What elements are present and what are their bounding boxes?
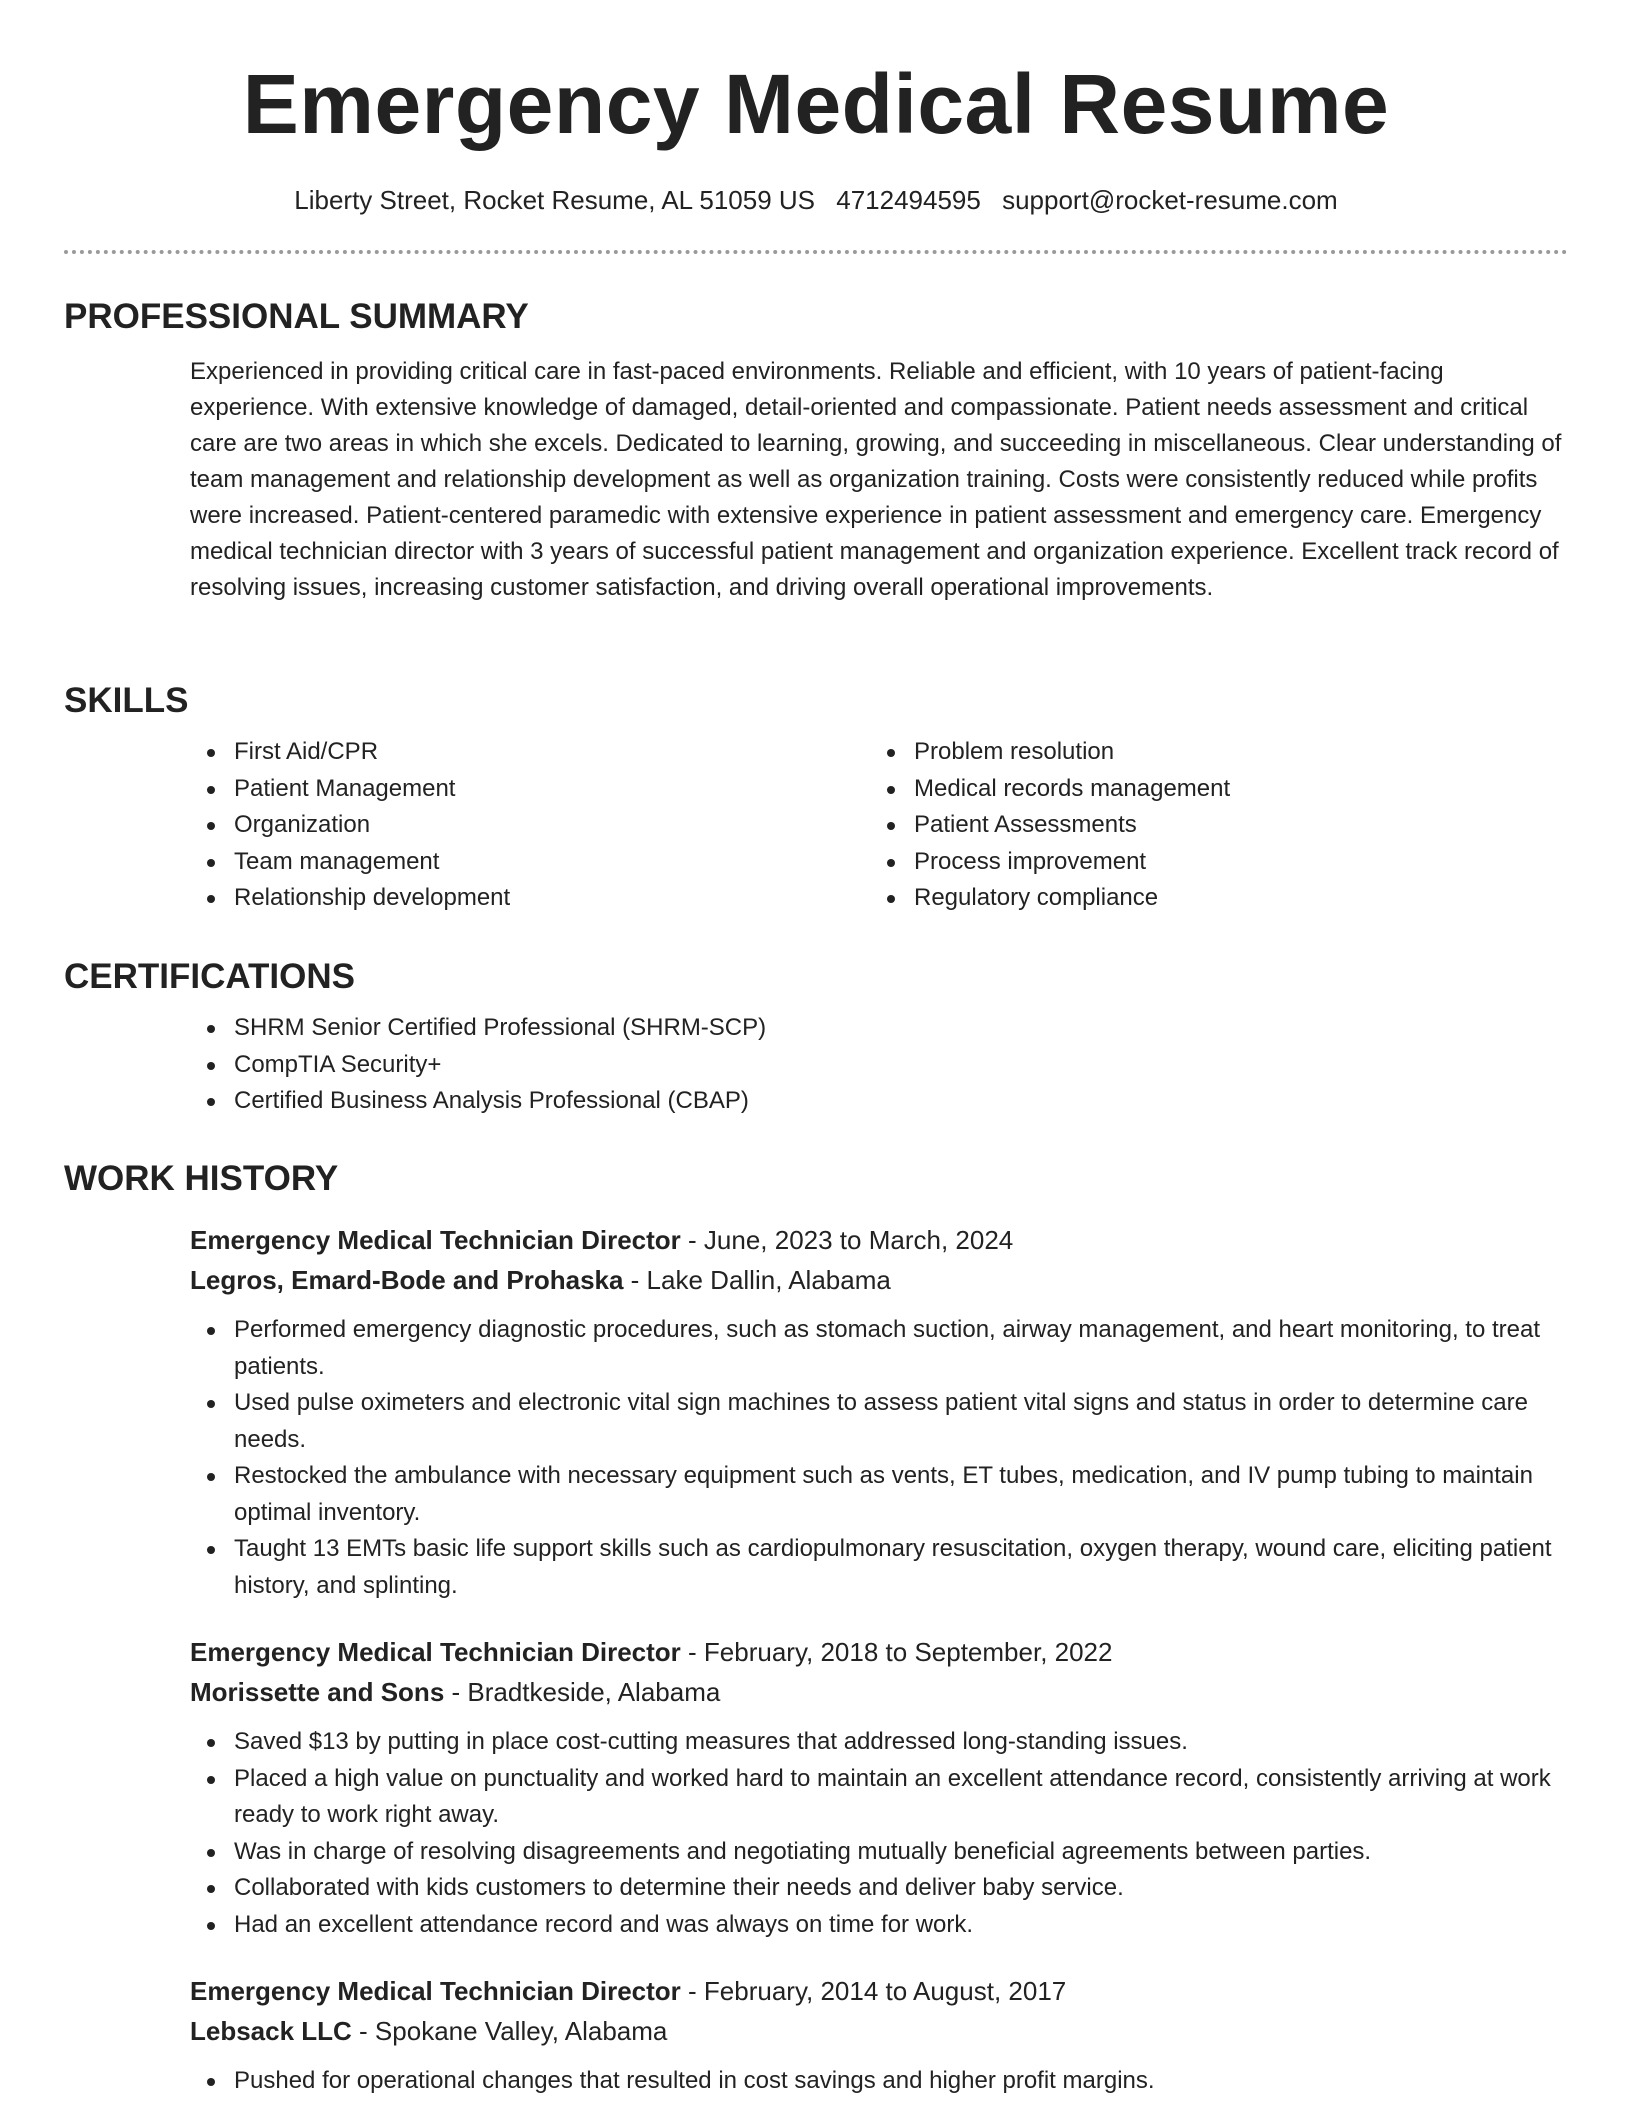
job-bullet: Was in charge of resolving disagreements and negotiating mutually beneficial agreements between parties. bbox=[190, 1834, 1568, 1871]
job-entry bbox=[190, 1632, 1568, 1943]
skill-item: First Aid/CPR bbox=[190, 734, 870, 771]
job-bullets bbox=[190, 2063, 1568, 2100]
job-bullet: Taught 13 EMTs basic life support skills such as cardiopulmonary resuscitation, oxygen therapy, wound care, eliciting patient history, and splinting. bbox=[190, 1531, 1568, 1604]
resume-header bbox=[0, 0, 1632, 216]
job-company: Legros, Emard-Bode and Prohaska bbox=[190, 1265, 624, 1295]
certifications-section bbox=[64, 956, 1568, 1120]
job-dates: - June, 2023 to March, 2024 bbox=[680, 1225, 1014, 1255]
work-history-section bbox=[64, 1158, 1568, 2100]
job-company-line bbox=[190, 1672, 1568, 1712]
skill-item: Patient Management bbox=[190, 771, 870, 808]
job-dates: - February, 2014 to August, 2017 bbox=[680, 1976, 1067, 2006]
certifications-heading: CERTIFICATIONS bbox=[64, 957, 356, 996]
skills-heading: SKILLS bbox=[64, 681, 189, 720]
skill-item: Organization bbox=[190, 807, 870, 844]
job-bullet: Restocked the ambulance with necessary equipment such as vents, ET tubes, medication, and IV pump tubing to maintain optimal inventory. bbox=[190, 1458, 1568, 1531]
job-dates: - February, 2018 to September, 2022 bbox=[680, 1637, 1113, 1667]
job-bullet: Saved $13 by putting in place cost-cutting measures that addressed long-standing issues. bbox=[190, 1724, 1568, 1761]
job-company-line bbox=[190, 2011, 1568, 2051]
skills-list-left bbox=[190, 734, 870, 917]
page-title: Emergency Medical Resume bbox=[242, 57, 1390, 151]
skill-item: Problem resolution bbox=[870, 734, 1550, 771]
skill-item: Regulatory compliance bbox=[870, 880, 1550, 917]
job-bullet: Had an excellent attendance record and was always on time for work. bbox=[190, 1907, 1568, 1944]
job-title-line bbox=[190, 1632, 1568, 1672]
summary-heading: PROFESSIONAL SUMMARY bbox=[64, 297, 529, 336]
job-location: - Spokane Valley, Alabama bbox=[351, 2016, 668, 2046]
job-bullet: Performed emergency diagnostic procedures, such as stomach suction, airway management, and heart monitoring, to treat patients. bbox=[190, 1312, 1568, 1385]
job-bullets bbox=[190, 1312, 1568, 1604]
contact-line bbox=[0, 184, 1632, 216]
work-history-heading: WORK HISTORY bbox=[64, 1159, 339, 1198]
skills-list-right bbox=[870, 734, 1550, 917]
skills-columns bbox=[190, 734, 1568, 917]
job-company-line bbox=[190, 1260, 1568, 1300]
job-entry bbox=[190, 1971, 1568, 2100]
skill-item: Relationship development bbox=[190, 880, 870, 917]
email-text: support@rocket-resume.com bbox=[1002, 185, 1338, 215]
certification-item: Certified Business Analysis Professional (CBAP) bbox=[190, 1083, 1568, 1120]
summary-text: Experienced in providing critical care in fast-paced environments. Reliable and efficient, with 10 years of patient-facing experience. With extensive knowledge of damaged, detail-oriented and compassionate. Patient needs assessment and critical care are two areas in which she excels. Dedicated to learning, growing, and succeeding in miscellaneous. Clear understanding of team management and relationship development as well as organization training. Costs were consistently reduced while profits were increased. Patient-centered paramedic with extensive experience in patient assessment and emergency care. Emergency medical technician director with 3 years of successful patient management and organization experience. Excellent track record of resolving issues, increasing customer satisfaction, and driving overall operational improvements. bbox=[190, 358, 1562, 601]
skill-item: Patient Assessments bbox=[870, 807, 1550, 844]
job-location: - Lake Dallin, Alabama bbox=[623, 1265, 891, 1295]
skill-item: Medical records management bbox=[870, 771, 1550, 808]
job-entry bbox=[190, 1220, 1568, 1604]
address-text: Liberty Street, Rocket Resume, AL 51059 US bbox=[294, 185, 816, 215]
job-role: Emergency Medical Technician Director bbox=[190, 1637, 681, 1667]
job-company: Lebsack LLC bbox=[190, 2016, 352, 2046]
job-title-line bbox=[190, 1971, 1568, 2011]
skills-section bbox=[64, 680, 1568, 917]
certification-item: SHRM Senior Certified Professional (SHRM-SCP) bbox=[190, 1010, 1568, 1047]
job-role: Emergency Medical Technician Director bbox=[190, 1225, 681, 1255]
header-divider bbox=[64, 250, 1568, 254]
job-company: Morissette and Sons bbox=[190, 1677, 445, 1707]
job-bullet: Collaborated with kids customers to determine their needs and deliver baby service. bbox=[190, 1870, 1568, 1907]
job-title-line bbox=[190, 1220, 1568, 1260]
job-location: - Bradtkeside, Alabama bbox=[444, 1677, 721, 1707]
job-bullet: Placed a high value on punctuality and worked hard to maintain an excellent attendance record, consistently arriving at work ready to work right away. bbox=[190, 1761, 1568, 1834]
job-bullet: Pushed for operational changes that resulted in cost savings and higher profit margins. bbox=[190, 2063, 1568, 2100]
skill-item: Team management bbox=[190, 844, 870, 881]
job-bullet: Used pulse oximeters and electronic vital sign machines to assess patient vital signs and status in order to determine care needs. bbox=[190, 1385, 1568, 1458]
summary-section bbox=[64, 296, 1568, 606]
certifications-list bbox=[190, 1010, 1568, 1120]
job-role: Emergency Medical Technician Director bbox=[190, 1976, 681, 2006]
phone-text: 4712494595 bbox=[836, 185, 981, 215]
skill-item: Process improvement bbox=[870, 844, 1550, 881]
certification-item: CompTIA Security+ bbox=[190, 1047, 1568, 1084]
job-bullets bbox=[190, 1724, 1568, 1943]
